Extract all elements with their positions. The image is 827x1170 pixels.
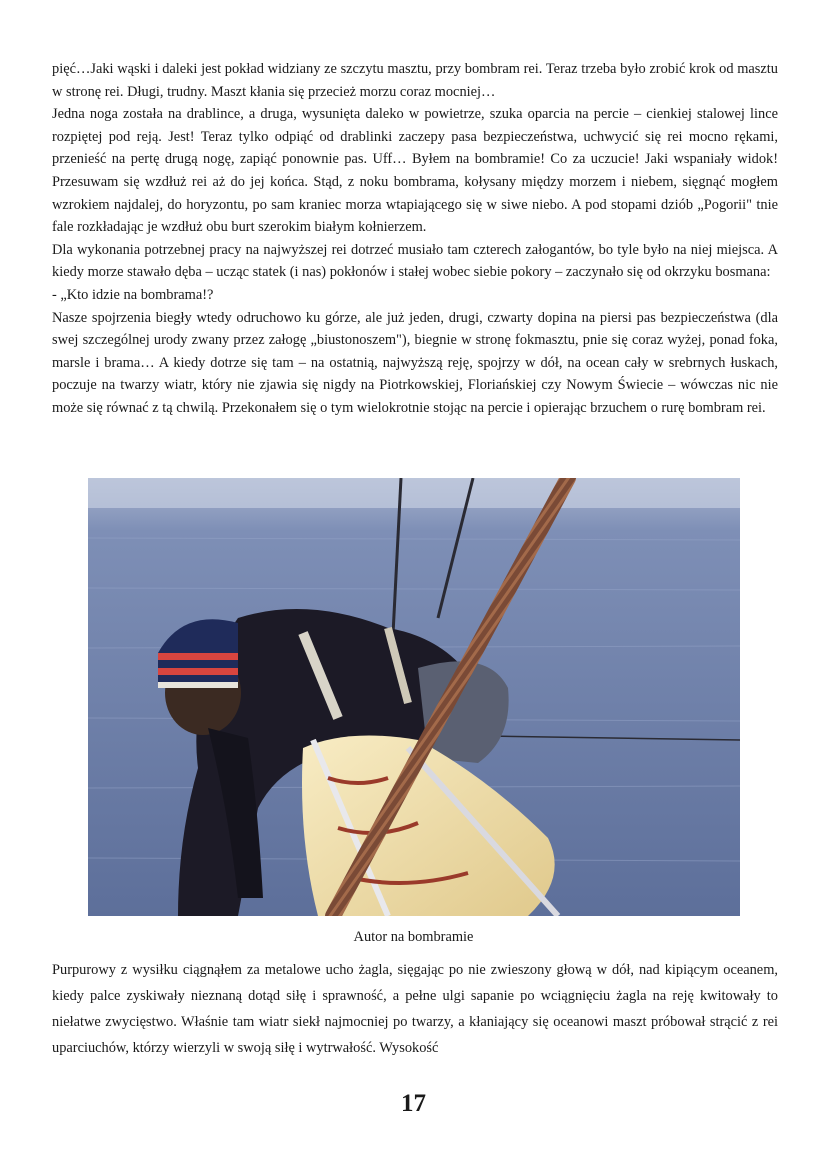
photo-caption: Autor na bombramie <box>353 929 474 945</box>
paragraph: - „Kto idzie na bombrama!? <box>52 286 214 303</box>
paragraph: Purpurowy z wysiłku ciągnąłem za metalowe ucho żagla, sięgając po nie zwieszony głową w dół, nad kipiącym oceanem, kiedy palce zyskiwały nieznaną dotąd siłę i sprawność, a pełne ulgi sapanie po wciągnięciu żagla na reję kwitowały to niełatwe zwycięstwo. Właśnie tam wiatr siekł najmocniej po twarzy, a kłaniający się oceanowi maszt próbował strącić z rei uparciuchów, którzy wierzyli w swoją siłę i wytrwałość. Wysokość <box>52 962 778 1056</box>
body-text-bottom <box>52 957 778 1061</box>
photo-author-on-yard <box>88 478 740 916</box>
paragraph: Nasze spojrzenia biegły wtedy odruchowo ku górze, ale już jeden, drugi, czwarty dopina na piersi pas bezpieczeństwa (dla swej szczególnej urody zwany przez załogę „biustonoszem"), biegnie w stronę fokmasztu, pnie się coraz wyżej, ponad foka, marsle i brama… A kiedy dotrze się tam – na ostatnią, najwyższą reję, spojrzy w dół, na ocean cały w srebrnych łuskach, poczuje na twarzy wiatr, który nie zjawia się nigdy na Piotrkowskiej, Floriańskiej czy Nowym Świecie – wówczas nic nie może się równać z tą chwilą. Przekonałem się o tym wielokrotnie stojąc na percie i opierając brzuchem o rurę bombram rei. <box>52 309 778 416</box>
page-number: 17 <box>401 1090 426 1117</box>
paragraph: Dla wykonania potrzebnej pracy na najwyższej rei dotrzeć musiało tam czterech załogantów, bo tyle było na niej miejsca. A kiedy morze stawało dęba – ucząc statek (i nas) pokłonów i stałej wobec siebie pokory – zaczynało się od okrzyku bosmana: <box>52 241 778 281</box>
photo-illustration <box>88 478 740 916</box>
body-text-top <box>52 58 778 420</box>
paragraph: Jedna noga została na drablince, a druga, wysunięta daleko w powietrze, szuka oparcia na percie – cienkiej stalowej lince rozpiętej pod reją. Jest! Teraz tylko odpiąć od drablinki zaczepy pasa bezpieczeństwa, uchwycić się rei mocno rękami, przenieść na pertę drugą nogę, zapiąć ponownie pas. Uff… Byłem na bombramie! Co za uczucie! Jaki wspaniały widok! Przesuwam się wzdłuż rei aż do jej końca. Stąd, z noku bombrama, kołysany między morzem i niebem, sięgnąć mogłem wzrokiem najdalej, do horyzontu, po sam kraniec morza wtapiającego się w siwe niebo. A pod stopami dziób „Pogorii" tnie fale rozkładając je wzdłuż obu burt szerokim białym kołnierzem. <box>52 106 778 236</box>
paragraph: pięć…Jaki wąski i daleki jest pokład widziany ze szczytu masztu, przy bombram rei. Teraz trzeba było zrobić krok od masztu w stronę rei. Długi, trudny. Maszt kłania się przecież morzu coraz mocniej… <box>52 61 778 100</box>
